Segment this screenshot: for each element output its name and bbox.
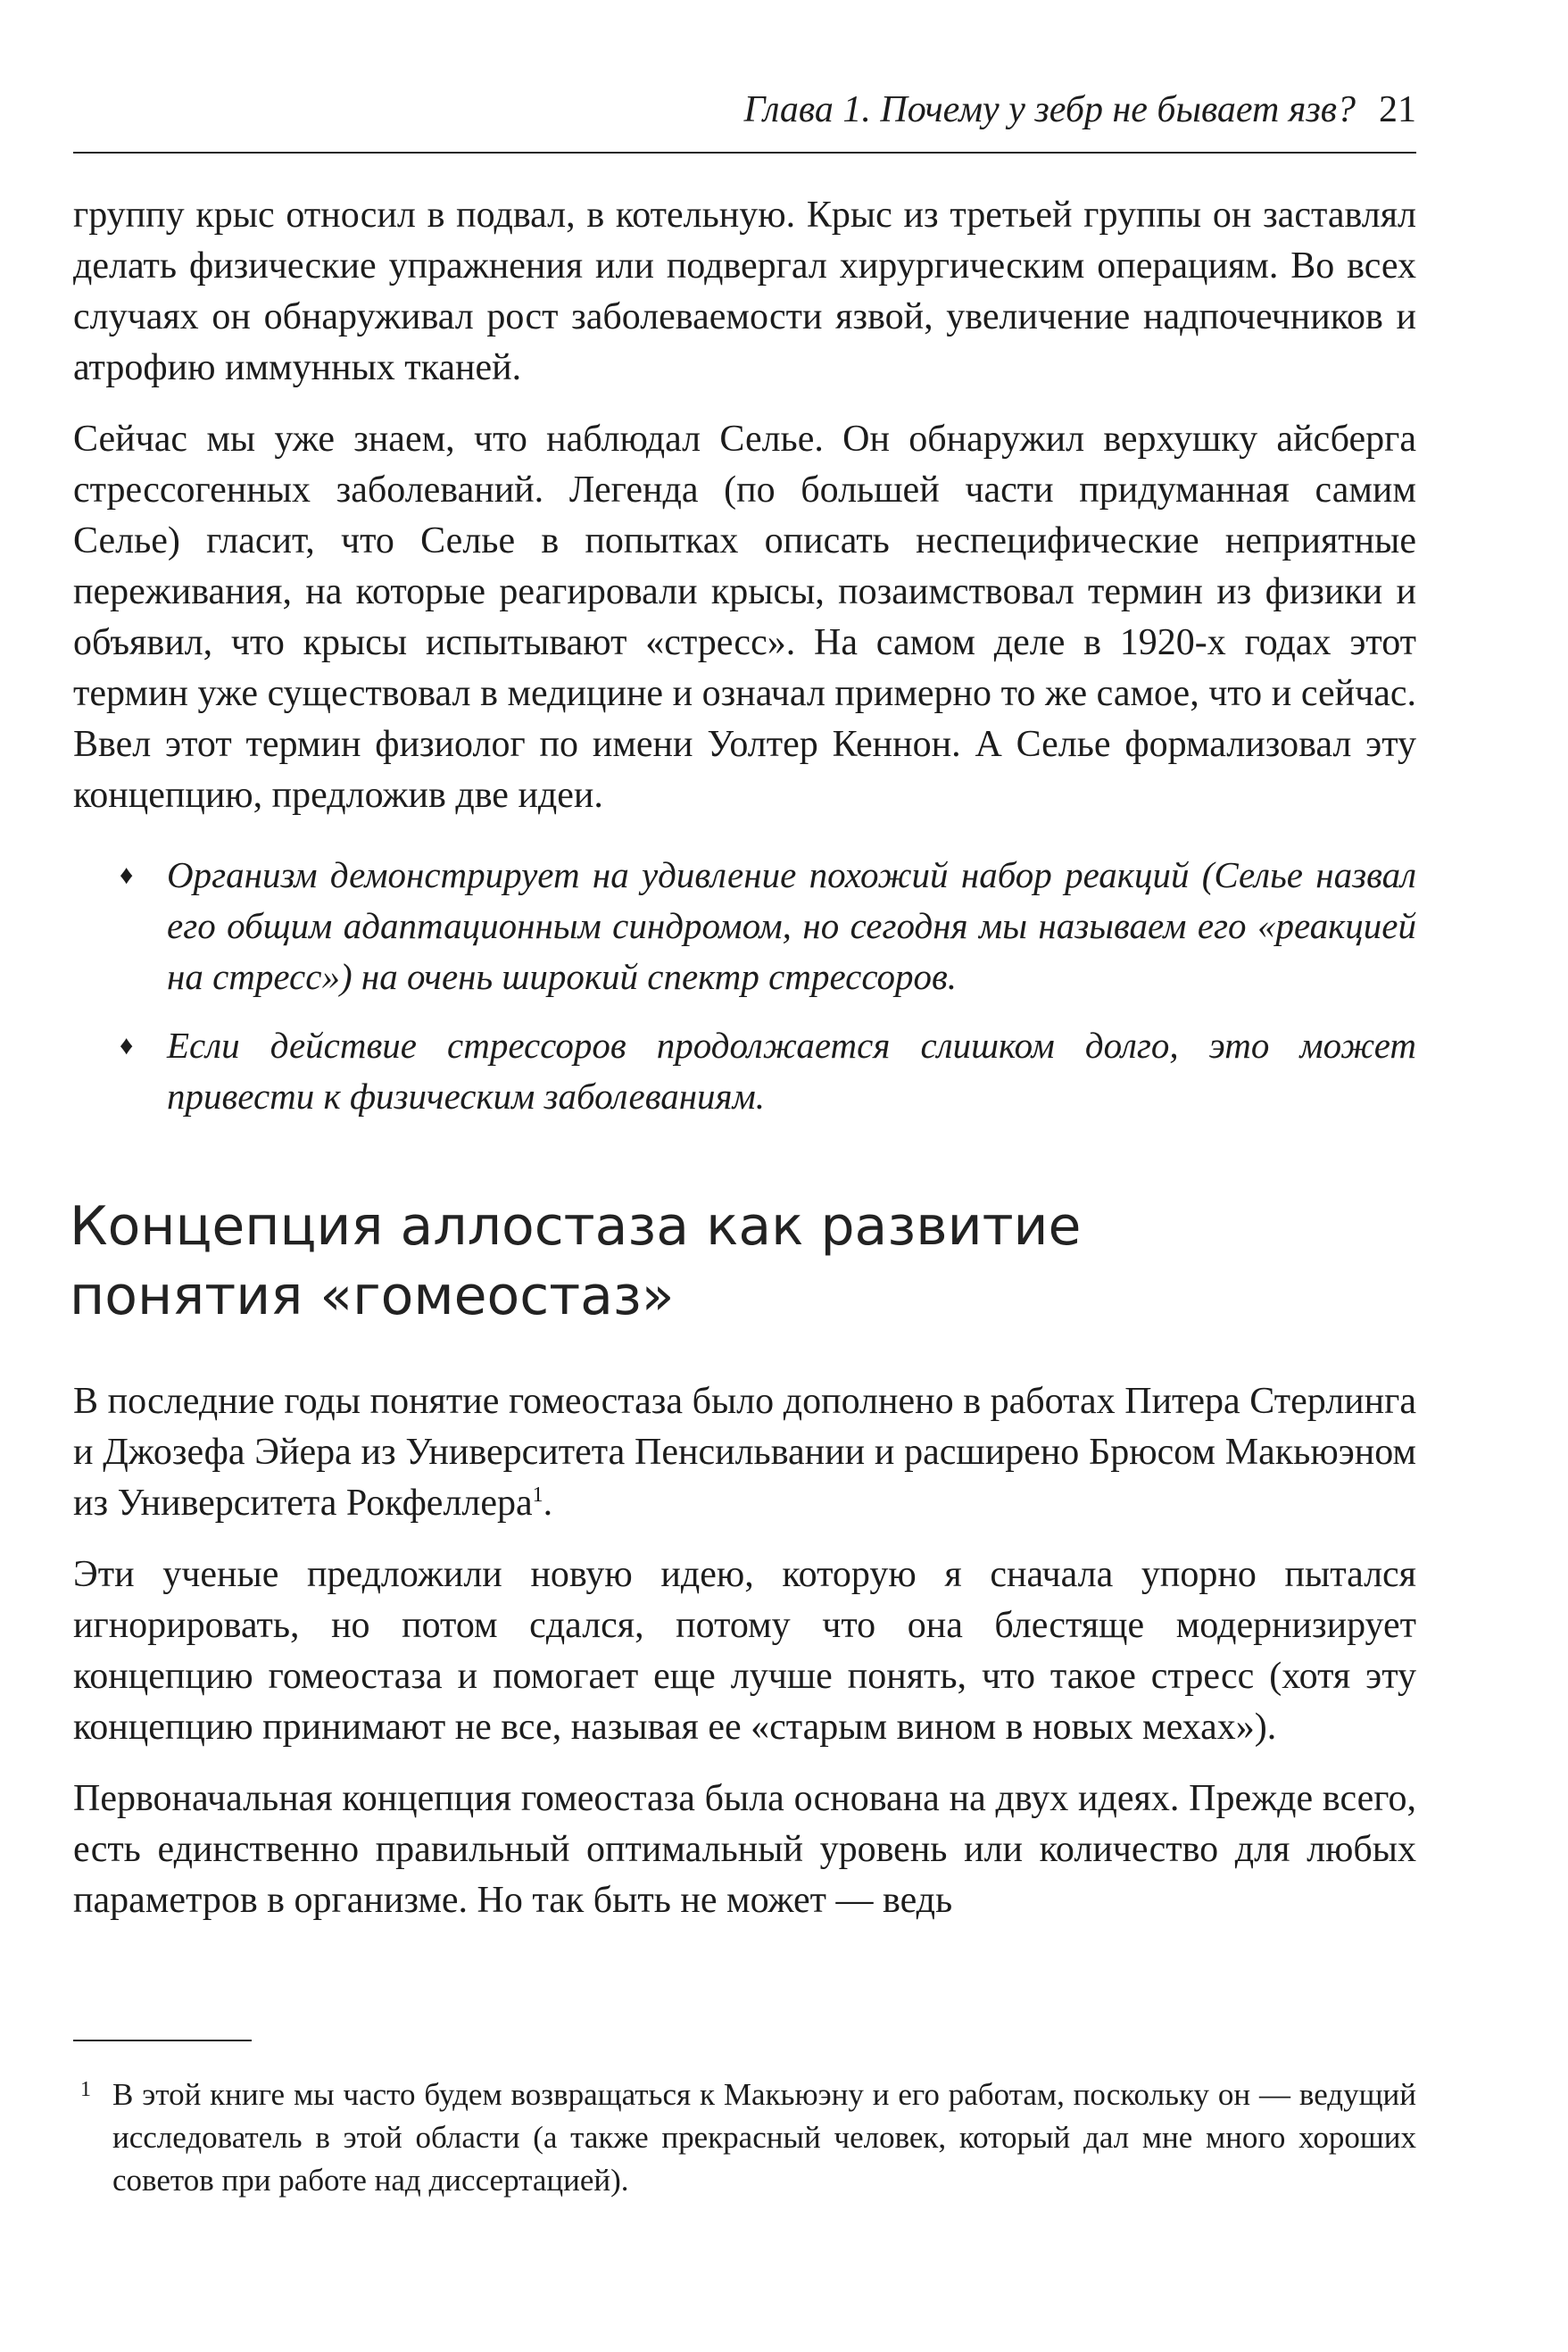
footnote-text: В этой книге мы часто будем возвращаться к Макьюэну и его работам, поскольку он — ведущий исследователь в этой области (а также прекрасный человек, который дал мне много хороших советов при работе над диссертацией). xyxy=(112,2077,1416,2198)
paragraph-continuation: группу крыс относил в подвал, в котельную. Крыс из третьей группы он заставлял делать физические упражнения или подвергал хирургическим операциям. Во всех случаях он обнаруживал рост заболеваемости язвой, увеличение надпочечников и атрофию иммунных тканей. xyxy=(73,195,1416,388)
paragraph-selye: Сейчас мы уже знаем, что наблюдал Селье. Он обнаружил верхушку айсберга стрессогенных заболеваний. Легенда (по большей части придуманная самим Селье) гласит, что Селье в попытках описать неспецифические неприятные переживания, на которые реагировали крысы, позаимствовал термин из физики и объявил, что крысы испытывают «стресс». На самом деле в 1920-х годах этот термин уже существовал в медицине и означал примерно то же самое, что и сейчас. Ввел этот термин физиолог по имени Уолтер Кеннон. А Селье формализовал эту концепцию, предложив две идеи. xyxy=(73,419,1416,816)
diamond-bullet-icon: ♦ xyxy=(120,1031,134,1060)
body-text-bottom xyxy=(73,1376,1416,1926)
body-text-top xyxy=(73,190,1416,821)
running-head xyxy=(73,87,1416,132)
bullet-item xyxy=(73,850,1416,1002)
footnote-reference[interactable]: 1 xyxy=(532,1484,543,1507)
section-heading-line2: понятия «гомеостаз» xyxy=(70,1265,675,1327)
paragraph-text: В последние годы понятие гомеостаза было дополнено в работах Питера Стерлинга и Джозефа Эйера из Университета Пенсильвании и расширено Брюсом Макьюэном из Университета Рокфеллера xyxy=(73,1381,1416,1524)
diamond-bullet-icon: ♦ xyxy=(120,860,134,890)
section-heading-line1: Концепция аллостаза как развитие xyxy=(70,1195,1082,1258)
chapter-title: Глава 1. Почему у зебр не бывает язв? xyxy=(743,89,1356,130)
footnote xyxy=(73,2074,1416,2202)
paragraph-allostasis-intro xyxy=(73,1376,1416,1529)
bullet-text: Организм демонстрирует на удивление похожий набор реакций (Селье назвал его общим адаптационным синдромом, но сегодня мы называем его «реакцией на стресс») на очень широкий спектр стрессоров. xyxy=(167,854,1416,997)
bullet-list xyxy=(73,850,1416,1122)
bullet-item xyxy=(73,1020,1416,1122)
footnote-rule xyxy=(73,2040,252,2041)
paragraph-new-idea: Эти ученые предложили новую идею, которую я сначала упорно пытался игнорировать, но потом сдался, потому что она блестяще модернизирует концепцию гомеостаза и помогает еще лучше понять, что такое стресс (хотя эту концепцию принимают не все, называя ее «старым вином в новых мехах»). xyxy=(73,1554,1416,1748)
page-number: 21 xyxy=(1379,89,1416,130)
section-heading xyxy=(70,1192,1319,1331)
paragraph-homeostasis: Первоначальная концепция гомеостаза была основана на двух идеях. Прежде всего, есть единственно правильный оптимальный уровень или количество для любых параметров в организме. Но так быть не может — ведь xyxy=(73,1778,1416,1921)
header-rule xyxy=(73,152,1416,154)
bullet-text: Если действие стрессоров продолжается слишком долго, это может привести к физическим заболеваниям. xyxy=(167,1025,1416,1117)
footnote-number: 1 xyxy=(80,2078,91,2101)
paragraph-text-end: . xyxy=(543,1483,553,1524)
